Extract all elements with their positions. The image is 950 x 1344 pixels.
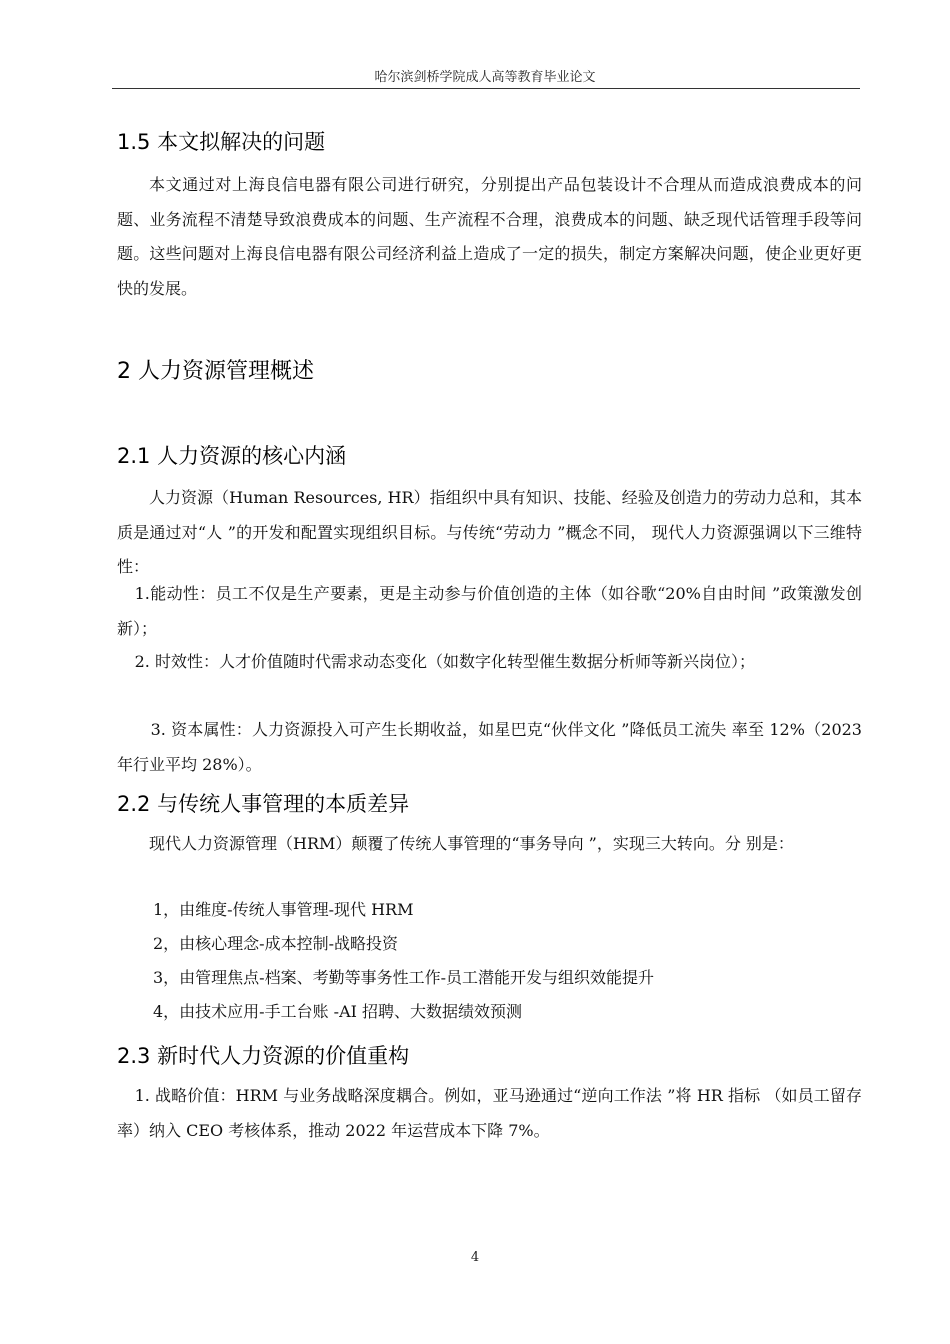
- section-heading-2-2: 2.2 与传统人事管理的本质差异: [117, 792, 410, 816]
- section-heading-2-3: 2.3 新时代人力资源的价值重构: [117, 1044, 410, 1068]
- section-heading-1-5: 1.5 本文拟解决的问题: [117, 130, 326, 154]
- list-item: 4，由技术应用-手工台账 -AI 招聘、大数据绩效预测: [153, 1002, 523, 1021]
- paragraph-2-1-intro: 人力资源（Human Resources, HR）指组织中具有知识、技能、经验及创造力的劳动力总和，其本质是通过对“人 ”的开发和配置实现组织目标。与传统“劳动力 ”概念不同， 现代人力资源强调以下三维特性：: [117, 488, 862, 576]
- section-heading-2-1: 2.1 人力资源的核心内涵: [117, 444, 347, 468]
- list-item: 3，由管理焦点-档案、考勤等事务性工作-员工潜能开发与组织效能提升: [153, 968, 654, 987]
- running-header: 哈尔滨剑桥学院成人高等教育毕业论文: [374, 70, 596, 85]
- paragraph-2-1-point-1: 1.能动性：员工不仅是生产要素，更是主动参与价值创造的主体（如谷歌“20%自由时间 ”政策激发创新）；: [117, 584, 862, 638]
- paragraph-2-2-intro: 现代人力资源管理（HRM）颠覆了传统人事管理的“事务导向 ”，实现三大转向。分 别是：: [149, 834, 794, 853]
- header-rule: [112, 88, 860, 89]
- chapter-heading-2: 2 人力资源管理概述: [117, 359, 314, 384]
- list-item: 1，由维度-传统人事管理-现代 HRM: [153, 900, 414, 919]
- paragraph-2-1-point-3: 3. 资本属性：人力资源投入可产生长期收益，如星巴克“伙伴文化 ”降低员工流失 率至 12%（2023 年行业平均 28%）。: [117, 720, 862, 774]
- list-item: 2，由核心理念-成本控制-战略投资: [153, 934, 398, 953]
- paragraph-2-3-point-1: 1. 战略价值：HRM 与业务战略深度耦合。例如，亚马逊通过“逆向工作法 ”将 HR 指标 （如员工留存率）纳入 CEO 考核体系，推动 2022 年运营成本下降 7%。: [117, 1086, 862, 1140]
- paragraph-1-5: 本文通过对上海良信电器有限公司进行研究，分别提出产品包装设计不合理从而造成浪费成本的问题、业务流程不清楚导致浪费成本的问题、生产流程不合理，浪费成本的问题、缺乏现代话管理手段等问题。这些问题对上海良信电器有限公司经济利益上造成了一定的损失，制定方案解决问题，使企业更好更快的发展。: [117, 175, 862, 298]
- paragraph-2-1-point-2: 2. 时效性：人才价值随时代需求动态变化（如数字化转型催生数据分析师等新兴岗位）；: [134, 652, 755, 671]
- page-number: 4: [470, 1250, 480, 1265]
